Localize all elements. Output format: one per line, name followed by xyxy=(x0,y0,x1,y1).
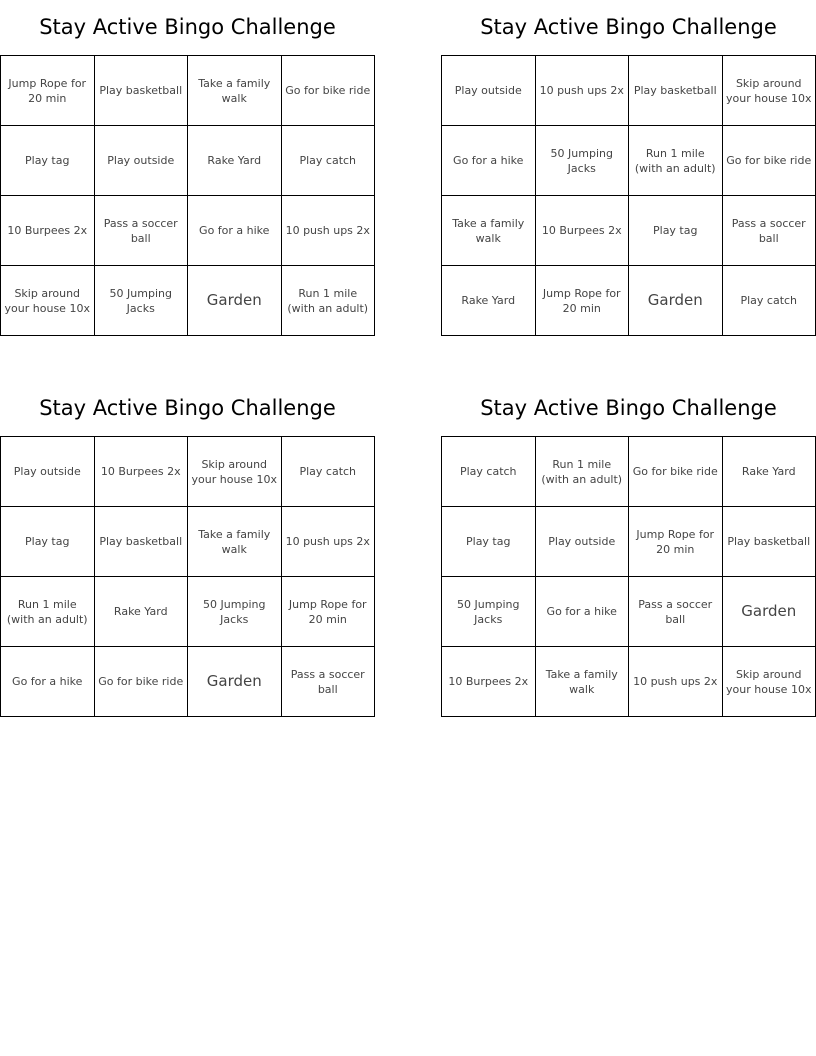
bingo-cell: Play basketball xyxy=(95,56,189,126)
bingo-cell: Play catch xyxy=(282,126,376,196)
bingo-card-3 xyxy=(0,381,375,717)
bingo-cell: Play catch xyxy=(442,437,536,507)
bingo-cell: 10 Burpees 2x xyxy=(536,196,630,266)
bingo-grid xyxy=(0,55,375,336)
bingo-cell: Play basketball xyxy=(95,507,189,577)
bingo-cell: Take a family walk xyxy=(188,56,282,126)
bingo-cell: 10 push ups 2x xyxy=(629,647,723,717)
bingo-cell: Take a family walk xyxy=(536,647,630,717)
card-title: Stay Active Bingo Challenge xyxy=(39,396,336,420)
bingo-cell: Run 1 mile (with an adult) xyxy=(1,577,95,647)
bingo-cell: Rake Yard xyxy=(723,437,816,507)
bingo-cell: Run 1 mile (with an adult) xyxy=(629,126,723,196)
bingo-cell: Play tag xyxy=(1,126,95,196)
bingo-cell: Rake Yard xyxy=(442,266,536,336)
bingo-cell-free: Garden xyxy=(629,266,723,336)
bingo-cell: Play outside xyxy=(1,437,95,507)
bingo-card-2 xyxy=(441,0,816,336)
bingo-cell: 50 Jumping Jacks xyxy=(536,126,630,196)
bingo-cell: Take a family walk xyxy=(188,507,282,577)
bingo-cell: Play outside xyxy=(536,507,630,577)
bingo-cell: Pass a soccer ball xyxy=(95,196,189,266)
bingo-grid xyxy=(441,436,816,717)
bingo-cell: Skip around your house 10x xyxy=(723,56,816,126)
card-title: Stay Active Bingo Challenge xyxy=(39,15,336,39)
bingo-cell: Go for bike ride xyxy=(723,126,816,196)
bingo-cell: 50 Jumping Jacks xyxy=(442,577,536,647)
bingo-cell: 50 Jumping Jacks xyxy=(95,266,189,336)
bingo-grid xyxy=(441,55,816,336)
bingo-cell: Pass a soccer ball xyxy=(723,196,816,266)
bingo-cell: 50 Jumping Jacks xyxy=(188,577,282,647)
bingo-cell: Go for a hike xyxy=(188,196,282,266)
bingo-cell: Play tag xyxy=(629,196,723,266)
bingo-grid xyxy=(0,436,375,717)
bingo-cell: Play basketball xyxy=(629,56,723,126)
bingo-cell: Take a family walk xyxy=(442,196,536,266)
bingo-cell: 10 Burpees 2x xyxy=(1,196,95,266)
bingo-cell: Play tag xyxy=(1,507,95,577)
bingo-cell: Play catch xyxy=(723,266,816,336)
bingo-cell: Play outside xyxy=(442,56,536,126)
bingo-cell: Skip around your house 10x xyxy=(188,437,282,507)
bingo-cell: 10 push ups 2x xyxy=(282,507,376,577)
bingo-cell: Play basketball xyxy=(723,507,816,577)
bingo-cell: Play tag xyxy=(442,507,536,577)
bingo-cell: Go for bike ride xyxy=(629,437,723,507)
bingo-cell: Jump Rope for 20 min xyxy=(536,266,630,336)
bingo-cell-free: Garden xyxy=(723,577,816,647)
bingo-cell: 10 push ups 2x xyxy=(536,56,630,126)
bingo-cell: Go for a hike xyxy=(536,577,630,647)
bingo-cell-free: Garden xyxy=(188,266,282,336)
bingo-cell: Jump Rope for 20 min xyxy=(1,56,95,126)
bingo-card-4 xyxy=(441,381,816,717)
bingo-cell: Play outside xyxy=(95,126,189,196)
bingo-cell: Jump Rope for 20 min xyxy=(629,507,723,577)
bingo-cell: Run 1 mile (with an adult) xyxy=(536,437,630,507)
bingo-cell: Skip around your house 10x xyxy=(1,266,95,336)
bingo-cell: Go for a hike xyxy=(1,647,95,717)
card-title: Stay Active Bingo Challenge xyxy=(480,15,777,39)
bingo-cell: Pass a soccer ball xyxy=(629,577,723,647)
bingo-cell: 10 Burpees 2x xyxy=(442,647,536,717)
bingo-cell-free: Garden xyxy=(188,647,282,717)
bingo-cell: Go for bike ride xyxy=(282,56,376,126)
bingo-cell: Go for bike ride xyxy=(95,647,189,717)
bingo-cell: Rake Yard xyxy=(95,577,189,647)
bingo-card-1 xyxy=(0,0,375,336)
bingo-cell: Play catch xyxy=(282,437,376,507)
bingo-cell: Pass a soccer ball xyxy=(282,647,376,717)
bingo-cell: Jump Rope for 20 min xyxy=(282,577,376,647)
card-title: Stay Active Bingo Challenge xyxy=(480,396,777,420)
bingo-cell: 10 push ups 2x xyxy=(282,196,376,266)
bingo-cell: Go for a hike xyxy=(442,126,536,196)
bingo-cell: Run 1 mile (with an adult) xyxy=(282,266,376,336)
bingo-cell: Skip around your house 10x xyxy=(723,647,816,717)
bingo-cell: Rake Yard xyxy=(188,126,282,196)
bingo-cell: 10 Burpees 2x xyxy=(95,437,189,507)
